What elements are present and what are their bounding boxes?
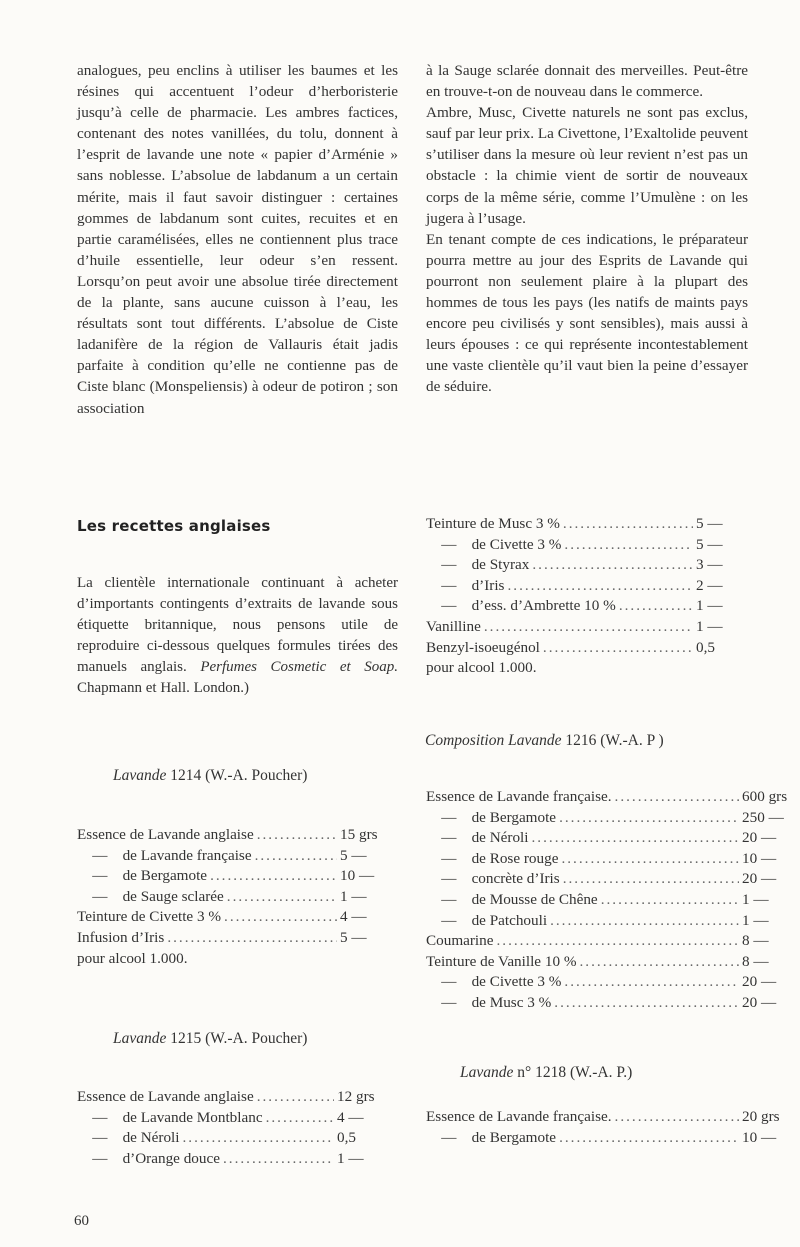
ingredient-row: Teinture de Vanille 10 % ..... 8 —	[426, 952, 792, 973]
section-heading: Les recettes anglaises	[77, 517, 271, 535]
ingredient-row: Teinture de Musc 3 % ..... 5 —	[426, 514, 738, 535]
book-title: Perfumes Cosmetic et Soap.	[200, 659, 398, 676]
ingredient-row: — de Bergamote ..... 250 —	[426, 808, 792, 829]
ingredient-row: — de Civette 3 % ..... 5 —	[426, 535, 738, 556]
formula-1216-ingredients	[426, 787, 792, 1014]
formula-1214-ingredients	[77, 825, 382, 969]
ingredient-row: — de Styrax ..... 3 —	[426, 555, 738, 576]
ingredient-row: — de Musc 3 % ..... 20 —	[426, 993, 792, 1014]
ingredient-row: Essence de Lavande anglaise ..... 15 grs	[77, 825, 382, 846]
ingredient-row: — de Sauge sclarée ..... 1 —	[77, 887, 382, 908]
formula-continued-ingredients	[426, 514, 738, 679]
ingredient-row: Infusion d’Iris ..... 5 —	[77, 928, 382, 949]
ingredient-row: — concrète d’Iris ..... 20 —	[426, 869, 792, 890]
ingredient-row: — d’Iris ..... 2 —	[426, 576, 738, 597]
page-number: 60	[74, 1213, 89, 1229]
ingredient-row: Teinture de Civette 3 % ..... 4 —	[77, 907, 382, 928]
ingredient-row: — de Lavande Montblanc ..... 4 —	[77, 1108, 377, 1129]
intro-text: La clientèle internationale continuant à acheter d’importants contingents d’extraits de lavande sous étiquette britannique, nous pensons utile de reproduire ci-dessous quelques formules tirées des manuels anglais. Perfumes Cosmetic et Soap. Chapmann et Hall. London.)	[77, 575, 398, 697]
ingredient-row: — de Bergamote ..... 10 —	[426, 1128, 792, 1149]
body-text: Ambre, Musc, Civette naturels ne sont pas exclus, sauf par leur prix. La Civettone, l’Exaltolide peuvent s’utiliser dans la mesure où leur revient n’est pas un obstacle : la chimie vient de sortir de nouveaux corps de la même série, comme l’Umulène : on les jugera à l’usage.	[426, 104, 748, 227]
formula-title-1216: Composition Lavande 1216 (W.-A. P )	[425, 732, 664, 749]
ingredient-row: Benzyl-isoeugénol ..... 0,5	[426, 638, 738, 659]
formula-title-1218: Lavande n° 1218 (W.-A. P.)	[460, 1064, 633, 1081]
ingredient-row: — de Rose rouge ..... 10 —	[426, 849, 792, 870]
ingredient-row: Essence de Lavande anglaise ..... 12 grs	[77, 1087, 377, 1108]
ingredient-row: — de Néroli ..... 20 —	[426, 828, 792, 849]
ingredient-row: — de Bergamote ..... 10 —	[77, 866, 382, 887]
ingredient-row: Vanilline ..... 1 —	[426, 617, 738, 638]
ingredient-row: — de Civette 3 % ..... 20 —	[426, 972, 792, 993]
body-text: En tenant compte de ces indications, le préparateur pourra mettre au jour des Esprits de Lavande qui pourront non seulement plaire à la plupart des hommes de tous les pays (les natifs de maints pays encore peu civilisés y sont sensibles), mais aussi à leurs épouses : ce qui représente incontestablement une vaste clientèle qu’il vaut bien la peine d’essayer de séduire.	[426, 230, 748, 396]
formula-title-1214: Lavande 1214 (W.-A. Poucher)	[113, 767, 308, 784]
ingredient-row: Essence de Lavande française. ..... 20 grs	[426, 1107, 792, 1128]
formula-footer: pour alcool 1.000.	[77, 949, 188, 967]
ingredient-row: — de Néroli ..... 0,5	[77, 1128, 377, 1149]
ingredient-row: — de Patchouli ..... 1 —	[426, 911, 792, 932]
ingredient-row: Coumarine ..... 8 —	[426, 931, 792, 952]
body-text: analogues, peu enclins à utiliser les baumes et les résines qui accentuent l’odeur d’herboristerie jusqu’à celle de pharmacie. Les ambres factices, contenant des notes vanillées, du tolu, donnent à l’esprit de lavande une note « papier d’Arménie » sans noblesse. L’absolue de labdanum a un certain mérite, mais il faut savoir distinguer : certaines gommes de labdanum sont cuites, recuites et en partie caramélisées, elles ne contiennent plus trace d’huile essentielle, leur odeur s’en ressent. Lorsqu’on peut avoir une absolue tirée directement de la plante, sans aucune cuisson à l’eau, les résultats sont tout différents. L’absolue de Ciste ladanifère de la région de Vallauris était jadis parfaite à condition qu’elle ne contienne pas de Ciste blanc (Monspeliensis) à odeur de potiron ; son association	[77, 62, 398, 417]
right-column-paragraphs	[426, 60, 748, 398]
left-column-paragraph	[77, 60, 398, 419]
ingredient-row: — d’ess. d’Ambrette 10 % ..... 1 —	[426, 596, 738, 617]
ingredient-row: Essence de Lavande française. ..... 600 grs	[426, 787, 792, 808]
ingredient-row: — de Mousse de Chêne ..... 1 —	[426, 890, 792, 911]
intro-paragraph	[77, 573, 398, 700]
formula-1215-ingredients	[77, 1087, 377, 1169]
ingredient-row: — d’Orange douce ..... 1 —	[77, 1149, 377, 1170]
ingredient-row: — de Lavande française ..... 5 —	[77, 846, 382, 867]
formula-footer: pour alcool 1.000.	[426, 659, 537, 677]
formula-title-1215: Lavande 1215 (W.-A. Poucher)	[113, 1030, 308, 1047]
body-text: à la Sauge sclarée donnait des merveilles. Peut-être en trouve-t-on de nouveau dans le commerce.	[426, 62, 748, 101]
formula-1218-ingredients	[426, 1107, 792, 1148]
